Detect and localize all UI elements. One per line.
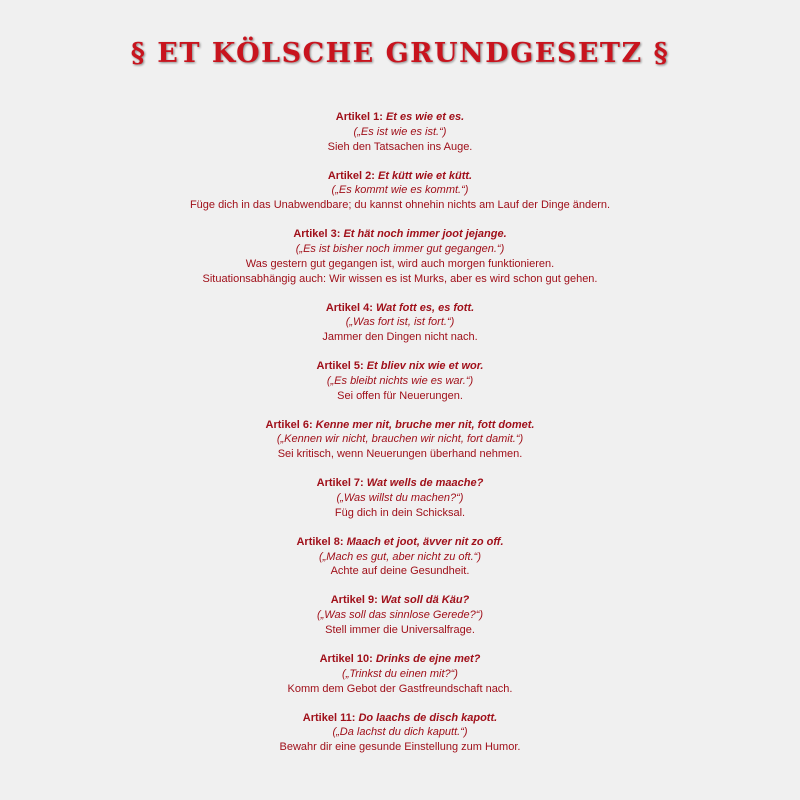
- article-meaning: Füg dich in dein Schicksal.: [334, 506, 466, 519]
- article-label: Artikel 11:: [302, 711, 356, 724]
- article-heading: [0, 652, 800, 667]
- article-1: [0, 110, 800, 154]
- article-heading: [0, 169, 800, 184]
- article-label: Artikel 10:: [319, 653, 373, 665]
- article-translation: („Es bleibt nichts wie es war.“): [326, 374, 474, 387]
- article-meaning: Sieh den Tatsachen ins Auge.: [327, 140, 473, 153]
- article-phrase: Kenne mer nit, bruche mer nit, fott domet.: [315, 418, 535, 431]
- article-heading: [0, 418, 800, 433]
- article-translation: („Es ist wie es ist.“): [353, 125, 447, 138]
- article-translation: („Mach es gut, aber nicht zu oft.“): [318, 550, 481, 563]
- article-3: [0, 227, 800, 286]
- article-translation: („Kennen wir nicht, brauchen wir nicht, fort damit.“): [276, 433, 524, 446]
- article-heading: [0, 535, 800, 550]
- article-heading: [0, 227, 800, 242]
- article-8: [0, 535, 800, 579]
- article-heading: [0, 110, 800, 125]
- article-phrase: Maach et joot, ävver nit zo off.: [346, 535, 504, 548]
- article-translation: („Es kommt wie es kommt.“): [331, 184, 469, 197]
- article-meaning: Jammer den Dingen nicht nach.: [322, 331, 478, 344]
- article-phrase: Et hät noch immer joot jejange.: [343, 228, 507, 241]
- article-4: [0, 301, 800, 345]
- article-meaning: Bewahr dir eine gesunde Einstellung zum Humor.: [279, 741, 521, 754]
- article-heading: [0, 593, 800, 608]
- article-label: Artikel 7:: [316, 477, 364, 490]
- article-label: Artikel 2:: [327, 169, 375, 182]
- article-11: [0, 711, 800, 755]
- article-label: Artikel 1:: [335, 111, 383, 123]
- article-phrase: Et bliev nix wie et wor.: [366, 360, 484, 373]
- article-heading: [0, 476, 800, 491]
- articles-list: [0, 110, 800, 769]
- article-phrase: Et kütt wie et kütt.: [378, 169, 473, 182]
- article-phrase: Drinks de ejne met?: [375, 653, 481, 665]
- article-meaning: Sei offen für Neuerungen.: [337, 389, 463, 402]
- article-7: [0, 476, 800, 520]
- article-heading: [0, 359, 800, 374]
- article-label: Artikel 4:: [325, 301, 373, 314]
- article-10: [0, 652, 800, 696]
- article-meaning: Füge dich in das Unabwendbare; du kannst ohnehin nichts am Lauf der Dinge ändern.: [189, 199, 611, 212]
- article-meaning: Was gestern gut gegangen ist, wird auch morgen funktionieren.: [245, 257, 555, 270]
- article-meaning: Stell immer die Universalfrage.: [325, 624, 475, 637]
- article-heading: [0, 301, 800, 316]
- article-translation: („Was fort ist, ist fort.“): [345, 316, 455, 329]
- article-translation: („Was willst du machen?“): [336, 492, 464, 505]
- article-2: [0, 169, 800, 213]
- article-translation: („Es ist bisher noch immer gut gegangen.“): [295, 242, 505, 255]
- article-phrase: Wat wells de maache?: [366, 477, 484, 490]
- article-label: Artikel 5:: [316, 360, 364, 373]
- article-label: Artikel 6:: [265, 418, 313, 431]
- article-phrase: Wat fott es, es fott.: [375, 301, 475, 314]
- article-translation: („Was soll das sinnlose Gerede?“): [316, 609, 484, 622]
- article-label: Artikel 9:: [330, 594, 378, 607]
- article-meaning: Situationsabhängig auch: Wir wissen es ist Murks, aber es wird schon gut gehen.: [202, 272, 598, 285]
- article-phrase: Wat soll dä Käu?: [380, 594, 470, 607]
- article-meaning: Komm dem Gebot der Gastfreundschaft nach.: [287, 682, 513, 695]
- article-meaning: Sei kritisch, wenn Neuerungen überhand nehmen.: [277, 448, 523, 461]
- article-5: [0, 359, 800, 403]
- article-phrase: Et es wie et es.: [385, 111, 465, 123]
- page-title: § ET KÖLSCHE GRUNDGESETZ §: [130, 38, 670, 69]
- article-phrase: Do laachs de disch kapott.: [358, 711, 498, 724]
- article-label: Artikel 3:: [293, 228, 341, 241]
- article-9: [0, 593, 800, 637]
- article-6: [0, 418, 800, 462]
- article-label: Artikel 8:: [296, 535, 344, 548]
- article-heading: [0, 711, 800, 726]
- article-meaning: Achte auf deine Gesundheit.: [330, 565, 470, 578]
- article-translation: („Trinkst du einen mit?“): [342, 667, 458, 680]
- article-translation: („Da lachst du dich kaputt.“): [332, 726, 468, 739]
